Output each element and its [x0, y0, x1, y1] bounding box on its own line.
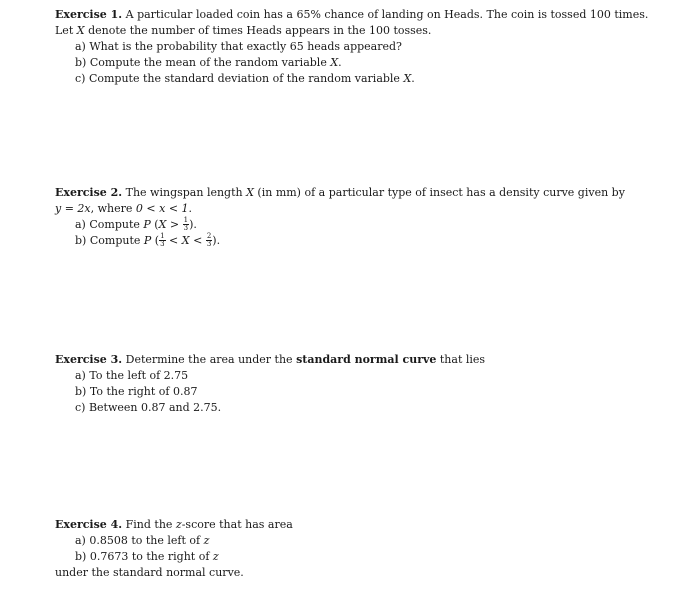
part-text: Compute	[89, 218, 144, 231]
exercise-4-tail: under the standard normal curve.	[55, 566, 244, 579]
exercise-1-intro-b-post: denote the number of times Heads appears in the 100 tosses.	[84, 24, 432, 37]
open-paren: (	[154, 218, 159, 231]
exercise-4-part-b	[55, 549, 655, 565]
part-text: Between 0.87 and 2.75.	[88, 401, 222, 414]
exercise-1-part-b	[55, 55, 655, 71]
probability-symbol: P	[143, 234, 152, 247]
exercise-1-intro-a: A particular loaded coin has a 65% chance of landing on Heads. The coin is tossed 100 times.	[125, 8, 649, 21]
exercise-4-intro-post: -score that has area	[181, 518, 293, 531]
exercise-3	[55, 352, 655, 416]
part-text: Compute	[89, 234, 144, 247]
exercise-2-title: Exercise 2.	[55, 186, 123, 199]
probability-symbol: P	[143, 218, 151, 231]
fraction-denominator: 3	[160, 240, 165, 248]
exercise-1-line-2	[55, 23, 655, 39]
exercise-4-variable: z	[175, 518, 182, 531]
exercise-1-title: Exercise 1.	[55, 8, 123, 21]
part-label: a)	[75, 218, 86, 231]
exercise-1	[55, 7, 655, 87]
part-label: b)	[75, 385, 87, 398]
exercise-3-part-a	[55, 368, 655, 384]
part-text: 0.8508 to the left of	[89, 534, 204, 547]
exercise-3-intro-bold: standard normal curve	[296, 353, 437, 366]
exercise-4	[55, 517, 655, 581]
exercise-2-intro-b-mid: , where	[90, 202, 136, 215]
fraction-numerator: 1	[183, 216, 189, 224]
fraction-numerator: 2	[206, 232, 212, 240]
exercise-3-intro-pre: Determine the area under the	[125, 353, 297, 366]
fraction-numerator: 1	[160, 232, 165, 240]
part-label: c)	[75, 401, 86, 414]
exercise-4-part-a	[55, 533, 655, 549]
exercise-3-part-b	[55, 384, 655, 400]
part-text: To the right of 0.87	[89, 385, 198, 398]
inequality-expr: < X <	[169, 234, 203, 247]
domain-range: 0 < x < 1	[135, 202, 189, 215]
part-text: 0.7673 to the right of	[89, 550, 213, 563]
part-text-end: .	[338, 56, 342, 69]
exercise-2-intro-b-end: .	[188, 202, 193, 215]
part-label: a)	[75, 369, 86, 382]
part-label: c)	[75, 72, 86, 85]
exercise-3-part-c	[55, 400, 655, 416]
part-text-end: .	[411, 72, 415, 85]
part-text-end: ).	[189, 218, 197, 231]
exercise-2-line-1	[55, 185, 655, 201]
part-text: What is the probability that exactly 65 heads appeared?	[89, 40, 402, 53]
part-label: b)	[75, 550, 87, 563]
part-label: b)	[75, 56, 87, 69]
fraction-one-third	[159, 233, 165, 248]
exercise-4-title: Exercise 4.	[55, 518, 123, 531]
exercise-1-part-c	[55, 71, 655, 87]
exercise-3-title: Exercise 3.	[55, 353, 123, 366]
exercise-2-intro-a-post: (in mm) of a particular type of insect has a density curve given by	[253, 186, 625, 199]
exercise-1-part-a	[55, 39, 655, 55]
fraction-denominator: 3	[183, 224, 189, 232]
exercise-4-intro-pre: Find the	[125, 518, 176, 531]
exercise-1-intro-b-pre: Let	[55, 24, 77, 37]
exercise-2-part-b	[55, 233, 655, 249]
part-text: Compute the mean of the random variable	[89, 56, 331, 69]
fraction-denominator: 3	[206, 240, 212, 248]
part-variable: X	[403, 72, 412, 85]
exercise-2-intro-a-pre: The wingspan length	[125, 186, 247, 199]
exercise-1-line-1	[55, 7, 655, 23]
density-equation: y = 2x	[55, 202, 91, 215]
part-variable: X	[330, 56, 339, 69]
open-paren: (	[154, 234, 160, 247]
part-text: To the left of 2.75	[89, 369, 189, 382]
part-text: Compute the standard deviation of the random variable	[88, 72, 404, 85]
part-variable: z	[203, 534, 210, 547]
exercise-3-intro-post: that lies	[436, 353, 486, 366]
exercise-2	[55, 185, 655, 249]
part-label: a)	[75, 40, 86, 53]
exercise-3-line-1	[55, 352, 655, 368]
exercise-2-part-a	[55, 217, 655, 233]
exercise-2-variable: X	[246, 186, 254, 199]
part-text-end: ).	[212, 234, 221, 247]
part-label: b)	[75, 234, 87, 247]
inequality-expr: X >	[158, 218, 180, 231]
part-label: a)	[75, 534, 86, 547]
part-variable: z	[212, 550, 219, 563]
exercise-4-line-1	[55, 517, 655, 533]
exercise-2-line-2	[55, 201, 655, 217]
exercise-1-variable: X	[76, 24, 85, 37]
